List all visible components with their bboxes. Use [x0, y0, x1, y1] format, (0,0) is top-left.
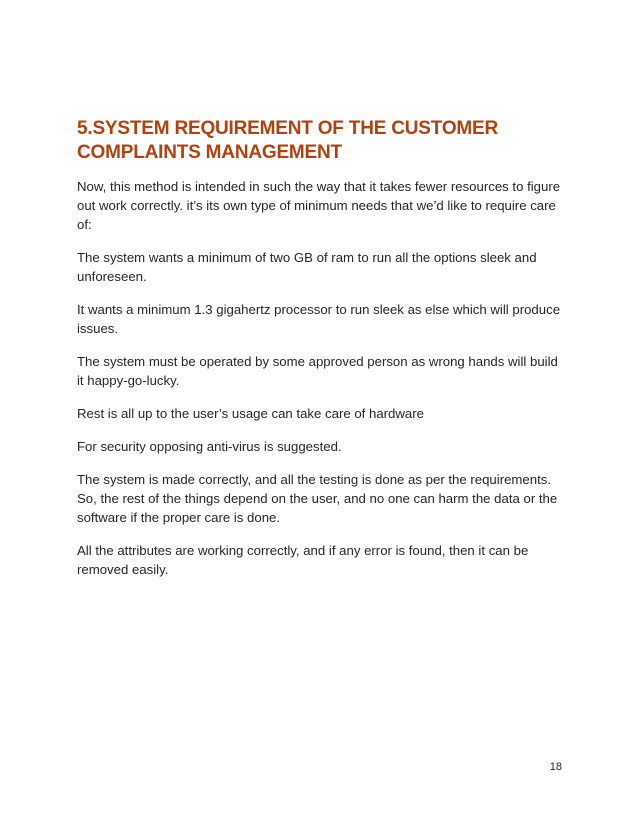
intro-paragraph: Now, this method is intended in such the way that it takes fewer resources to figure out work correctly. it’s its own type of minimum needs that we’d like to require care of:	[77, 179, 561, 232]
testing-paragraph: The system is made correctly, and all the testing is done as per the requirements. So, the rest of the things depend on the user, and no one can harm the data or the software if the proper care is done.	[77, 472, 558, 525]
operator-requirement-paragraph: The system must be operated by some approved person as wrong hands will build it happy-go-lucky.	[77, 354, 558, 388]
section-heading	[77, 117, 567, 165]
hardware-paragraph: Rest is all up to the user’s usage can take care of hardware	[77, 406, 424, 421]
section-heading-line-1: 5.SYSTEM REQUIREMENT OF THE CUSTOMER	[77, 118, 499, 139]
attributes-paragraph: All the attributes are working correctly, and if any error is found, then it can be removed easily.	[77, 543, 529, 577]
page-number: 18	[549, 761, 562, 773]
security-paragraph: For security opposing anti-virus is suggested.	[77, 439, 342, 454]
processor-requirement-paragraph: It wants a minimum 1.3 gigahertz processor to run sleek as else which will produce issues.	[77, 302, 561, 336]
section-heading-line-2: COMPLAINTS MANAGEMENT	[77, 142, 342, 163]
ram-requirement-paragraph: The system wants a minimum of two GB of ram to run all the options sleek and unforeseen.	[77, 250, 537, 284]
page-content	[77, 117, 567, 593]
